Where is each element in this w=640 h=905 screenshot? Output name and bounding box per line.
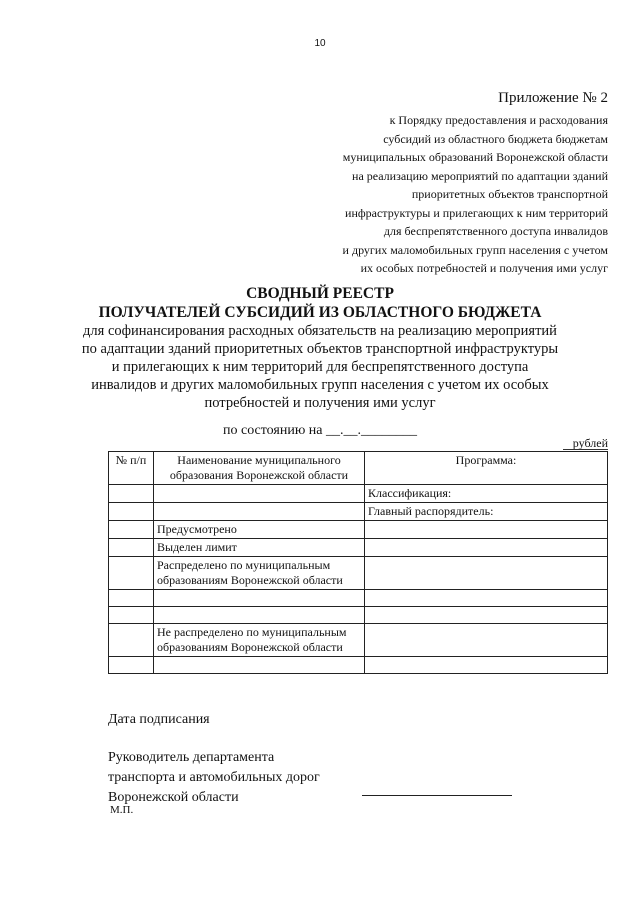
appendix-block <box>343 90 608 278</box>
appendix-title: Приложение № 2 <box>498 90 608 106</box>
heading-line-2: ПОЛУЧАТЕЛЕЙ СУБСИДИЙ ИЗ ОБЛАСТНОГО БЮДЖЕТА <box>98 304 542 321</box>
heading-line-1: СВОДНЫЙ РЕЕСТР <box>246 285 394 302</box>
heading-sub-line: по адаптации зданий приоритетных объектов транспортной инфраструктуры <box>81 341 559 357</box>
appendix-line: субсидий из областного бюджета бюджетам <box>383 131 608 146</box>
heading-sub-line: для софинансирования расходных обязательств на реализацию мероприятий <box>83 323 557 339</box>
header-number: № п/п <box>109 452 154 485</box>
table-row <box>109 557 608 590</box>
heading-sub-line: инвалидов и других маломобильных групп населения с учетом их особых <box>91 377 549 393</box>
signatory-line-3: Воронежской области <box>108 790 239 805</box>
signatory-line-1: Руководитель департамента <box>108 750 275 765</box>
table-row <box>109 521 608 539</box>
registry-table <box>108 451 608 674</box>
appendix-line: для беспрепятственного доступа инвалидов <box>383 224 608 238</box>
currency-label: рублей <box>572 436 608 450</box>
table-row <box>109 624 608 657</box>
undistributed-cell: Не распределено по муниципальным образованиям Воронежской области <box>154 624 365 657</box>
signing-date-label: Дата подписания <box>108 712 210 727</box>
appendix-line: приоритетных объектов транспортной <box>411 187 608 201</box>
page-number: 10 <box>314 38 326 49</box>
signature-line <box>362 795 512 796</box>
classification-cell: Классификация: <box>365 485 608 503</box>
document-heading <box>40 284 600 412</box>
table-row <box>109 485 608 503</box>
table-row <box>109 607 608 624</box>
table-row <box>109 539 608 557</box>
seal-label: М.П. <box>110 804 134 816</box>
as-of-date: по состоянию на __.__.________ <box>222 423 418 438</box>
header-program: Программа: <box>365 452 608 485</box>
appendix-line: на реализацию мероприятий по адаптации зданий <box>352 168 608 183</box>
header-municipality-name: Наименование муниципального образования Воронежской области <box>154 452 365 485</box>
appendix-line: их особых потребностей и получения ими услуг <box>360 261 608 275</box>
table-row <box>109 657 608 674</box>
heading-sub-line: и прилегающих к ним территорий для беспрепятственного доступа <box>111 359 529 375</box>
main-manager-cell: Главный распорядитель: <box>365 503 608 521</box>
planned-cell: Предусмотрено <box>154 521 365 539</box>
appendix-line: к Порядку предоставления и расходования <box>389 113 608 127</box>
signatory-line-2: транспорта и автомобильных дорог <box>108 770 320 785</box>
heading-sub-line: потребностей и получения ими услуг <box>204 395 436 411</box>
table-row <box>109 503 608 521</box>
appendix-line: и других маломобильных групп населения с учетом <box>342 242 608 257</box>
table-header-row <box>109 452 608 485</box>
appendix-line: муниципальных образований Воронежской области <box>342 150 608 164</box>
appendix-line: инфраструктуры и прилегающих к ним территорий <box>345 205 608 220</box>
signatory-block <box>108 748 320 808</box>
table-row <box>109 590 608 607</box>
distributed-cell: Распределено по муниципальным образованиям Воронежской области <box>154 557 365 590</box>
limit-cell: Выделен лимит <box>154 539 365 557</box>
